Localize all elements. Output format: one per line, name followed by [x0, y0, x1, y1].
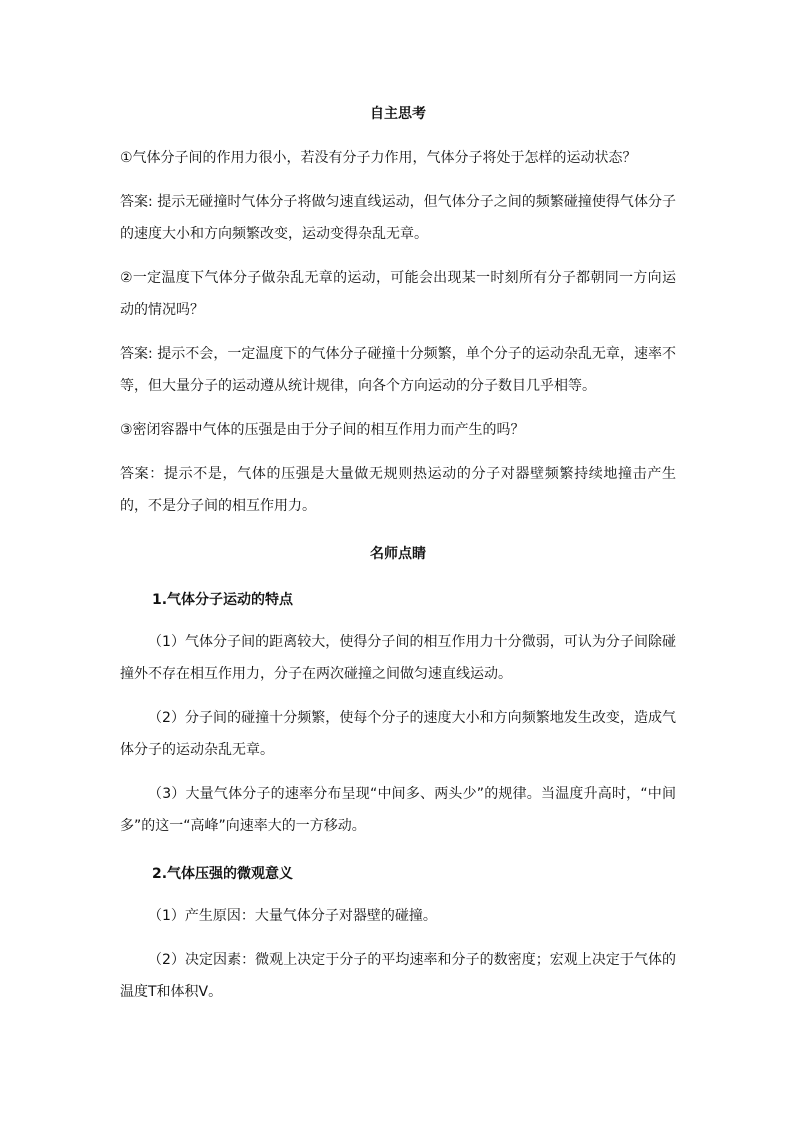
point-1-3: （3）大量气体分子的速率分布呈现“中间多、两头少”的规律。当温度升高时，“中间多”的这一“高峰”向速率大的一方移动。: [120, 786, 676, 834]
section-title-self-thinking: 自主思考: [370, 106, 426, 122]
point-2-1: （1）产生原因：大量气体分子对器壁的碰撞。: [148, 908, 437, 924]
question-1: ①气体分子间的作用力很小，若没有分子力作用，气体分子将处于怎样的运动状态？: [120, 150, 637, 166]
document-page: [120, 96, 676, 1008]
point-2-2: （2）决定因素：微观上决定于分子的平均速率和分子的数密度；宏观上决定于气体的温度T和体积V。: [120, 952, 676, 1000]
point-1-2: （2）分子间的碰撞十分频繁，使每个分子的速度大小和方向频繁地发生改变，造成气体分子的运动杂乱无章。: [120, 710, 676, 758]
point-1-1: （1）气体分子间的距离较大，使得分子间的相互作用力十分微弱，可认为分子间除碰撞外不存在相互作用力，分子在两次碰撞之间做匀速直线运动。: [120, 634, 676, 682]
question-3: ③密闭容器中气体的压强是由于分子间的相互作用力而产生的吗？: [120, 422, 525, 438]
answer-3: 答案：提示不是，气体的压强是大量做无规则热运动的分子对器壁频繁持续地撞击产生的，不是分子间的相互作用力。: [120, 466, 676, 514]
answer-2: 答案: 提示不会，一定温度下的气体分子碰撞十分频繁，单个分子的运动杂乱无章，速率不等，但大量分子的运动遵从统计规律，向各个方向运动的分子数目几乎相等。: [120, 346, 676, 394]
question-2: ②一定温度下气体分子做杂乱无章的运动，可能会出现某一时刻所有分子都朝同一方向运动的情况吗？: [120, 270, 676, 318]
section-title-teacher-notes: 名师点睛: [370, 546, 426, 562]
answer-1: 答案: 提示无碰撞时气体分子将做匀速直线运动，但气体分子之间的频繁碰撞使得气体分子的速度大小和方向频繁改变，运动变得杂乱无章。: [120, 194, 676, 242]
subsection-title-1: 1.气体分子运动的特点: [152, 592, 294, 608]
subsection-title-2: 2.气体压强的微观意义: [152, 866, 294, 882]
